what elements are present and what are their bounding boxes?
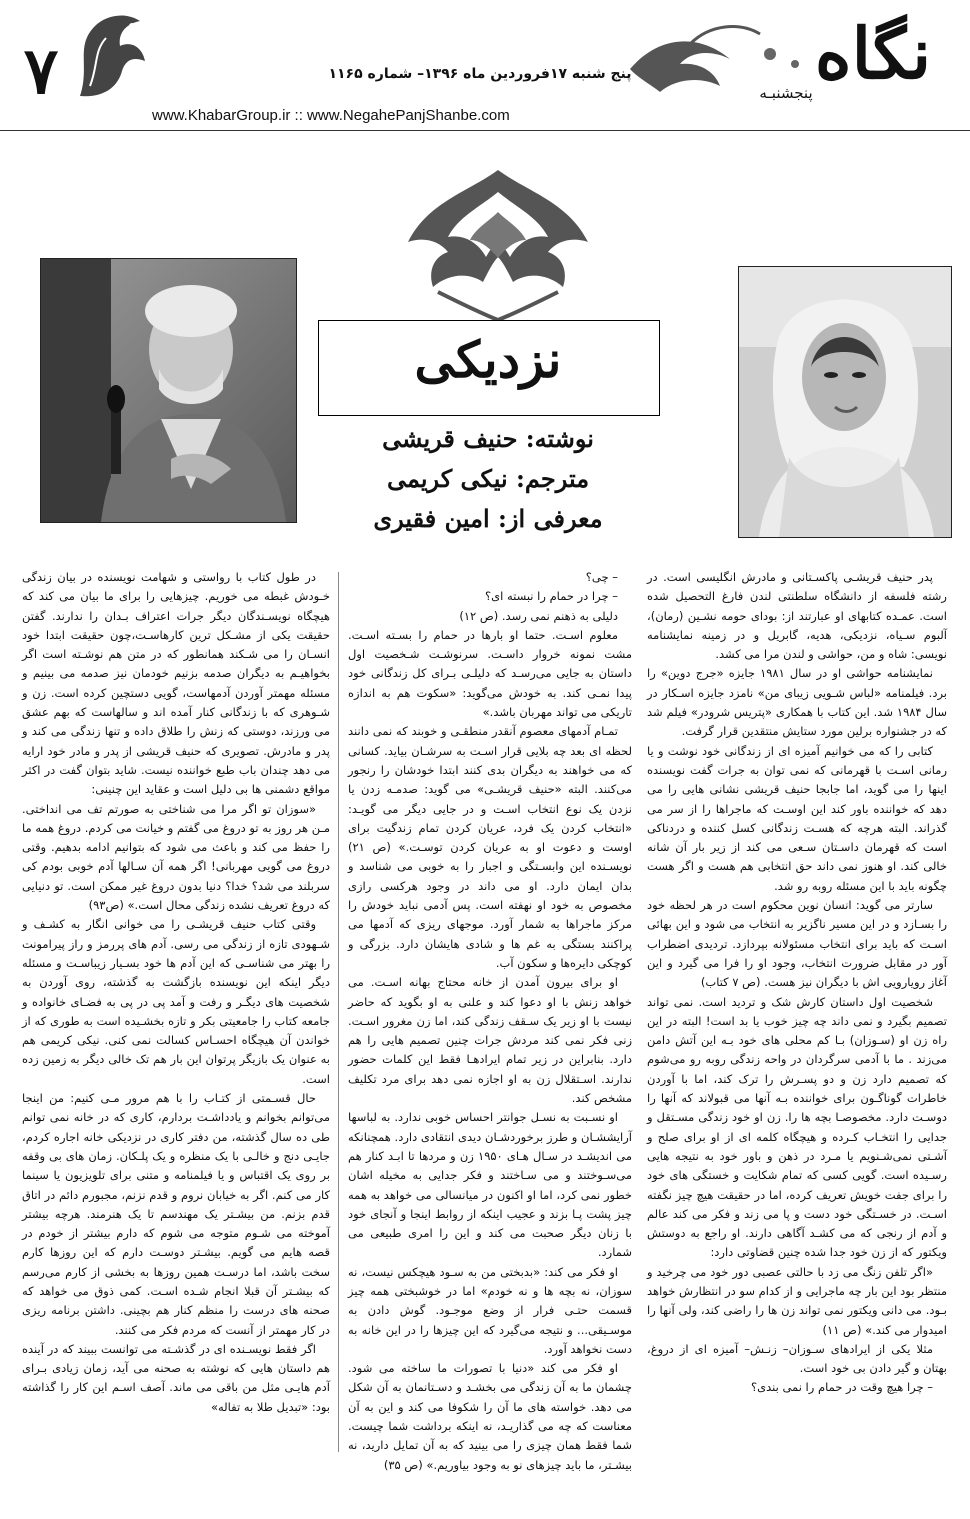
paragraph: «سوزان تو اگر مرا می شناختی به صورتم تف می انداختی. مـن هر روز به تو دروغ می گفتم و خیانت می کردم. دروغ همه ما را حفظ می کند و باعث می شود که بتوانیم ادامه بدهیم. وقتی دروغ می گویی مهربانی! اگر همه آن سـالها آدم خوبی بودم کی سربلند می شد؟ خدا؟ دنیا بدون دروغ غیر ممکن است. تو دنیایی که دروغ تعریف نشده زندگی محال است.» (ص۹۳) [22,801,330,913]
paragraph: حال قسـمتی از کتـاب را با هم مرور مـی کنیم: من اینجا می‌توانم بخوانم و یادداشـت بردارم، کاری که در خانه نمی توانم طی ده سال گذشته، من دفتر کاری در نزدیکی خانه اجاره کردم، جایـی دنج و خالـی با یک منظره و یک پلـکان. زمان های بی وقفه بر روی یک اقتباس و یا فیلمنامه و متنی برای تلویزیون یا سینما کار می کنم. اگر به خیابان نروم و قدم نزنم، مجبورم دائم در اتاق قدم بزنم. من بیشـتر یک مهندسم تا یک هنرمند. هرچه بیشتر آموخته می شـوم متوجه می شوم که دارم بیشتر از خودم در قصه هایم می گویم. بیشـتر دوسـت دارم که این روزها کارم سخت باشد، اما درسـت همین روزها به بخشی از کارم می‌رسم که بیشـتر آن قبلا انجام شـده اسـت. کمی ذوق می خواهد که صحنه های درست را منظم کنار هم بچینی. داشتن برنامه ریزی در کار مهمتر از آنست که مردم فکر می کنند. [22,1091,330,1337]
article-title: نزدیکی [414,330,562,389]
article-column-left [22,568,330,1417]
paragraph: شخصیت اول داستان کارش شک و تردید است. نمی تواند تصمیم بگیرد و نمی داند چه چیز خوب یا بد است! البته در این راه زن او (سـوزان) بـا کم محلی های خود بـه این آتش دامن می‌زند . ما با آدمی سرگردان در واحه زندگی روبه رو می‌شوم که تصمیم دارد زن و دو پسـرش را ترک کند، اما با آوردن خاطرات گوناگـون برای خواننده بـه آنها می قبولاند که آنها را دوسـت دارد. مخصوصـا بچه ها را. زن او خود زندگی مسـتقل و جدایی را انتخـاب کـرده و هیچگاه کلمه ای از او برای صلح و آشـتی نمی‌شـنویم یا مـرد در ذهن و باور خود به نتیجه هایی رسـیده است. گویی کسی که تمام شکایت و خستگی های خود را برای جفت خویش تعریف کرده، اما در حقیقت هیچ چیز نگفته اسـت. در خسـتگی خود دست و پا می زند و فکر می کند عالم و آدم از رنجی که می کشـد آگاهی دارند. او راجع به دوستش ویکتور که از زن خود جدا شده چنین قضاوتی دارد: [647,994,947,1260]
paragraph: نمایشنامه حواشی او در سال ۱۹۸۱ جایزه «جرج دوین» را برد. فیلمنامه «لباس شـویی زیبای من» نامزد جایزه اسـکار در سال ۱۹۸۴ شد. این کتاب با همکاری «پتریس شرودر» فیلم شد که در جشنواره برلین مورد ستایش منتقدین قرار گرفت. [647,666,947,739]
paragraph: او فکر می کند «دنیا با تصورات ما ساخته می شود. چشمان ما به آن زندگی می بخشـد و دسـتانمان به آن شکل می دهد. خواسته های ما آن را شکوفا می کند و این به آن معناست که چه می گذاریـد، نه اینکه برداشت شما چیست. شما فقط همان چیزی را می بینید که به آن تمایل دارید، نه بیشـتر، ما باید چیزهای نو به وجود بیاوریم.» (ص ۳۵) [348,1361,632,1472]
paragraph: او نسـبت به نسـل جوانتر احساس خوبی ندارد. به لباسها آرایششـان و طرز برخوردشـان دیدی انتقادی دارد. همچنانکه می اندیشـد در سـال هـای ۱۹۵۰ زن و مردها تا ابـد کنار هم می‌سـوختند و می سـاختند و فکر جدایی به مخیله اشان خطور نمی کرد، اما او اکنون در میانسالی می خواهد به همه چیز پشت پـا بزند و عجیب اینکه از روابط اینجا و آنجای خود با زنان دیگر صحبت می کند و این را امری طبیعی می شمارد. [348,1110,632,1260]
phoenix-ornament-icon [70,6,150,106]
paragraph: – چرا در حمام را نبسته ای؟ [484,589,618,604]
website-urls[interactable]: www.KhabarGroup.ir :: www.NegahePanjShanbe.com [152,107,510,124]
arabesque-ornament-icon [398,162,598,322]
article-column-right [647,568,947,1398]
logo-wordmark: نگاه [814,12,932,95]
column-divider [338,572,339,1452]
author-photo [40,258,297,523]
paragraph: «اگر تلفن زنگ می زد با حالتی عصبی دور خود می چرخید و منتظر بود این بار چه ماجرایی و از کدام سو در انتظارش خواهد بـود. می دانی ویکتور نمی تواند زن ها را راضی کند، ولی آنها را امیدوار می کند.» (ص ۱۱) [647,1264,947,1337]
translator-photo [738,266,952,538]
issue-date-line: پنج شنبه ۱۷فروردین ماه ۱۳۹۶– شماره ۱۱۶۵ [328,66,632,82]
paragraph: او فکر می کند: «بدبختی من به سـود هیچکس نیست، نه سوزان، نه بچه ها و نه خودم» اما در خوشبختی همه چیز قسمت حتـی فرار از وضع موجـود. گوش دادن به موسـیقی... و نتیجه می‌گیرد که این چیزها را در این خانه به دست نخواهد آورد. [348,1264,632,1356]
paragraph: در طول کتاب با رواستی و شهامت نویسنده در بیان زندگی خـودش غبطه می خوریم. چیزهایی را برای ما بیان می کند که هیچگاه نویسـندگان دیگر جرات اعتراف بـدان را ندارند. گفتن حقیقت یکی از مشـکل ترین کارهاسـت،چون حقیقت ابتدا خود انسـان را می شـکند همانطور که در متن هم نوشـته است اگر بخواهیـم به دیگران صدمه بزنیم خودمان نیز صدمه می بینیم و مسئله مهمتر آوردن آدمهاست، گویی دستچین کرده است. زن و شـوهری که با زندگانی کنار آمده اند و سالهاست که بهم عشق می ورزند، دوستی که زنش را طلاق داده و تنها زندگی می کند و پدر و مادرش. تصویری که حنیف قریشی از پدر و مادر خود ارایه می دهد چندان باب طبع خواننده نیست. شاید بتوان گفت در اکثر مواقع دشمنی ها بی دلیل است و عقاید این چنینی: [22,570,330,797]
page-number: ۷ [23,34,59,109]
introducer-credit: معرفی از: امین فقیری [373,504,603,533]
paragraph: – چرا هیچ وقت در حمام را نمی بندی؟ [751,1380,933,1395]
paragraph: معلوم اسـت. حتما او بارها در حمام را بسـته اسـت. مشت نمونه خروار داسـت. سرنوشـت شـخصیت اول داستان به جایی می‌رسـد که دلیلـی بـرای کل زندگانی خود پیدا نمـی کند. به خودش می‌گوید: «سکوت هم به اندازه تاریکی می تواند مهربان باشد.» [348,627,632,720]
paragraph: پدر حنیف قریشـی پاکسـتانی و مادرش انگلیسی است. در رشته فلسفه از دانشگاه سلطنتی لندن فارغ التحصیل شده است. عمـده کتابهای او عبارتند از: بودای حومه نشـین (رمان)، آلبوم سـیاه، نزدیکی، هدیه، گابریل و در زمینه نمایشنامه نویسی: شاه و من، حواشی و لندن مرا می کشد. [647,570,947,662]
paragraph: وقتی کتاب حنیف قریشـی را می خوانی انگار به کشـف و شـهودی تازه از زندگی می رسی. آدم های پررمز و راز پیرامونت را بهتر می شناسـی که این آدم ها خود بسـیار زیباسـت و مسئله دیگر اینکه این نویسنده بازگشت به گذشته، روی آوردن به شخصیت های دیگـر و رفت و آمد پی در پی به فضـای خانواده و جامعه کتاب را جامعیتی بکر و تازه بخشـیده است به طوری که از خواندن آن هیچگاه احسـاس کسالت نمی کنی. نیکی کریمی هم به عنوان یک بازیگر پرتوان این بار هم تک خالی دیگر به زمین زده است. [22,917,330,1086]
paragraph: سارتر می گوید: انسان نوین محکوم است در هر لحظه خود را بسـازد و در این مسیر ناگزیر به انتخاب می شود و این بهائی اسـت که باید برای انتخاب مسئولانه بپردازد. تردیدی اضطراب آور در مقابل ضرورت انتخاب، وجود او را فرا می گیرد و این آغاز رویارویی اش با دیگران نیز هست. (ص ۷ کتاب) [647,898,947,990]
article-column-middle [348,568,632,1475]
logo-subtitle: پنجشنبـه [759,84,813,102]
author-credit: نوشته: حنیف قریشی [382,424,594,453]
paragraph: اگر فقط نویسـنده ای در گذشـته می توانست ببیند که در آینده هم داستان هایی که نوشته به صحنه می آید، زمان زیادی بـرای آدم هایـی مثل من باقی می ماند. آصف اسـم این کار را گذاشته بود: «تبدیل طلا به تفاله» [22,1341,330,1414]
paragraph: تمـام آدمهای معصوم آنقدر منطقـی و خوبند که نمی دانند لحظه ای بعد چه بلایی قرار اسـت به سرشـان بیاید. کسانی که می خواهند به دیگران بدی کنند ابتدا خودشان را رنجور می‌کنند. البته «حنیف قریشـی» می گوید: صدمـه زدن یا نزدن یک نوع انتخاب اسـت و در جایی دیگر می گویـد: «انتخاب کردن یک فرد، عریان کردن تمام زندگیت برای اوست و دعوت او به عریان کردن توسـت.» (ص ۲۱) نویسـنده این وابسـتگی و اجبار را به خوبی می شناسد و بدان ایمان دارد. او می داند در وجود هرکسی رازی مخصوص به خود او نهفته است. پس آدمی نباید خودش را مرکز ماجراها به شمار آورد. موجهای ریزی که آدمها می پراکنند بستگی به غم ها و شادی هایشان دارد. بزرگی و کوچکی دایره‌ها و سکون آب. [348,724,632,970]
paragraph: دلیلی به ذهنم نمی رسد. (ص ۱۲) [459,608,618,623]
paragraph: مثلا یکی از ایرادهای سـوزان– زنـش– آمیزه ای از دروغ، بهتان و گیر دادن بی خود است. [647,1341,947,1376]
masthead [0,0,970,140]
paragraph: – چی؟ [585,570,618,584]
header-divider [0,130,970,131]
paragraph: او برای بیرون آمدن از خانه محتاج بهانه اسـت. می خواهد زنش با او دعوا کند و علنی به او بگوید که حاضر نیست با او زیر یک سـقف زندگی کند، اما زن مغرور اسـت. زنی فکر نمی کند مردش جرات چنین تصمیم هایی را هم دارد. بنابراین در زیر تمام ایرادهـا فقط این کلمات حضور ندارند. اسـتقلال زن به او اجازه نمی دهد برای مرد تکلیف مشخص کند. [348,975,632,1106]
translator-credit: مترجم: نیکی کریمی [386,464,590,493]
paragraph: کتابی را که می خوانیم آمیزه ای از زندگانی خود نوشت و یا رمانی اسـت با قهرمانی که نمی توان به جرات گفت نویسنده اینها را می گوید، اما جابجا حنیف قریشی نشانی هایی را می دهد که خواننده باور کند این اوسـت که ماجراها را از سر می گذراند. البته هرچه که هسـت زندگانی کسل کننده و دردناکی است که قهرمان داسـتان سـعی می کند از زیر بار آن شانه خالی کند. او هنوز نمی داند حق انتخابی هم هست و اگر هست چگونه باید با این مسئله روبه رو شد. [647,743,947,893]
